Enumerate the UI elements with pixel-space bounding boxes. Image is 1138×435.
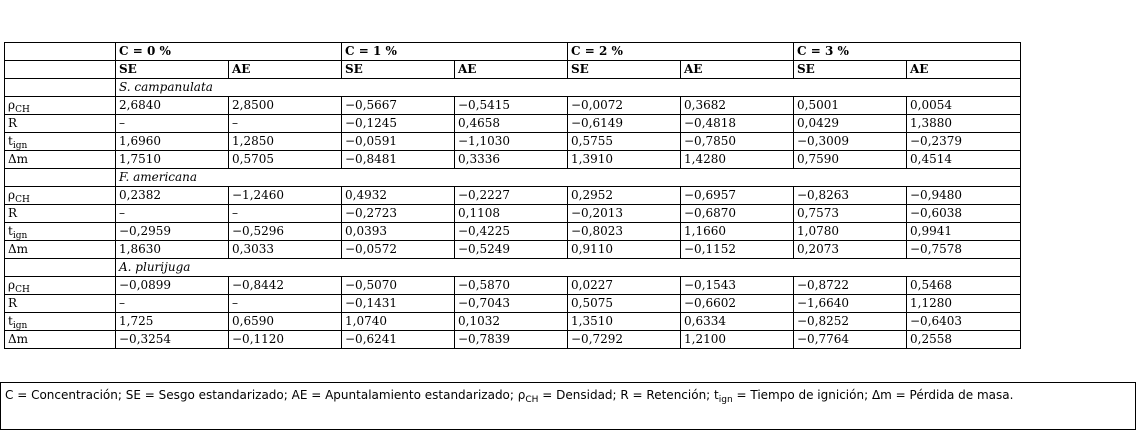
species-row — [5, 79, 1021, 97]
value-cell: 0,0429 — [794, 115, 907, 133]
value-cell: 0,0054 — [907, 97, 1021, 115]
value-cell: 0,0393 — [342, 223, 455, 241]
concentration-header-row — [5, 43, 1021, 61]
variable-label — [5, 223, 116, 241]
value-cell: −0,5667 — [342, 97, 455, 115]
value-cell: −0,4818 — [681, 115, 794, 133]
footnote-part-2: = Densidad; R = Retención; — [538, 388, 715, 402]
value-cell: −0,6957 — [681, 187, 794, 205]
table-footnote — [0, 382, 1136, 430]
value-cell: −0,2723 — [342, 205, 455, 223]
stat-header-se: SE — [794, 61, 907, 79]
variable-label — [5, 331, 116, 349]
value-cell: −0,6602 — [681, 295, 794, 313]
value-cell: 0,6590 — [229, 313, 342, 331]
value-cell: 1,2850 — [229, 133, 342, 151]
variable-subscript: ign — [12, 321, 28, 331]
value-cell: 0,2952 — [568, 187, 681, 205]
value-cell: 0,3682 — [681, 97, 794, 115]
value-cell: 0,5001 — [794, 97, 907, 115]
footnote-rho-subscript: CH — [525, 395, 539, 405]
corner-cell — [5, 61, 116, 79]
corner-cell — [5, 169, 116, 187]
table-row — [5, 187, 1021, 205]
value-cell: 0,2558 — [907, 331, 1021, 349]
value-cell: −0,8023 — [568, 223, 681, 241]
value-cell: −0,7043 — [455, 295, 568, 313]
value-cell: 0,9110 — [568, 241, 681, 259]
value-cell: 0,4658 — [455, 115, 568, 133]
table-row — [5, 97, 1021, 115]
results-table — [4, 42, 1021, 349]
value-cell: −0,5296 — [229, 223, 342, 241]
value-cell: 0,7573 — [794, 205, 907, 223]
value-cell: −0,1120 — [229, 331, 342, 349]
stat-header-ae: AE — [681, 61, 794, 79]
value-cell: −0,5415 — [455, 97, 568, 115]
variable-symbol: t — [8, 134, 13, 148]
concentration-header: C = 1 % — [342, 43, 568, 61]
value-cell: −0,7578 — [907, 241, 1021, 259]
value-cell: 1,6960 — [116, 133, 229, 151]
variable-symbol: Δm — [8, 152, 29, 166]
footnote-t-subscript: ign — [718, 395, 733, 405]
value-cell: 0,9941 — [907, 223, 1021, 241]
stat-header-row — [5, 61, 1021, 79]
value-cell: 0,6334 — [681, 313, 794, 331]
value-cell: 1,4280 — [681, 151, 794, 169]
value-cell: −0,0072 — [568, 97, 681, 115]
stat-header-ae: AE — [907, 61, 1021, 79]
variable-label — [5, 187, 116, 205]
stat-header-se: SE — [342, 61, 455, 79]
corner-cell — [5, 259, 116, 277]
value-cell: −0,1431 — [342, 295, 455, 313]
table-row — [5, 151, 1021, 169]
value-cell: −1,1030 — [455, 133, 568, 151]
variable-symbol: t — [8, 224, 13, 238]
value-cell: – — [229, 205, 342, 223]
value-cell: −0,1152 — [681, 241, 794, 259]
value-cell: 2,8500 — [229, 97, 342, 115]
value-cell: −0,3254 — [116, 331, 229, 349]
value-cell: 0,2382 — [116, 187, 229, 205]
value-cell: −0,8263 — [794, 187, 907, 205]
value-cell: −0,0591 — [342, 133, 455, 151]
variable-label — [5, 115, 116, 133]
value-cell: −0,7839 — [455, 331, 568, 349]
value-cell: 1,3510 — [568, 313, 681, 331]
value-cell: −0,9480 — [907, 187, 1021, 205]
species-row — [5, 259, 1021, 277]
species-row — [5, 169, 1021, 187]
value-cell: 0,5705 — [229, 151, 342, 169]
value-cell: 1,2100 — [681, 331, 794, 349]
table-row — [5, 115, 1021, 133]
value-cell: 0,2073 — [794, 241, 907, 259]
value-cell: −0,7850 — [681, 133, 794, 151]
variable-subscript: CH — [15, 285, 30, 295]
value-cell: −0,0572 — [342, 241, 455, 259]
variable-symbol: Δm — [8, 242, 29, 256]
value-cell: 1,0740 — [342, 313, 455, 331]
value-cell: 0,1108 — [455, 205, 568, 223]
value-cell: 1,1280 — [907, 295, 1021, 313]
value-cell: −0,8252 — [794, 313, 907, 331]
variable-label — [5, 97, 116, 115]
variable-label — [5, 277, 116, 295]
table-row — [5, 223, 1021, 241]
value-cell: −0,3009 — [794, 133, 907, 151]
value-cell: – — [116, 295, 229, 313]
value-cell: 0,4932 — [342, 187, 455, 205]
value-cell: −0,0899 — [116, 277, 229, 295]
value-cell: – — [229, 295, 342, 313]
value-cell: −1,2460 — [229, 187, 342, 205]
variable-label — [5, 313, 116, 331]
value-cell: 0,7590 — [794, 151, 907, 169]
footnote-part-1: C = Concentración; SE = Sesgo estandarizado; AE = Apuntalamiento estandarizado; — [5, 388, 518, 402]
value-cell: −0,6149 — [568, 115, 681, 133]
variable-label — [5, 133, 116, 151]
value-cell: −0,6403 — [907, 313, 1021, 331]
species-name: S. campanulata — [116, 79, 1021, 97]
variable-subscript: ign — [12, 141, 28, 151]
footnote-rho-symbol: ρ — [517, 388, 526, 402]
value-cell: −0,6038 — [907, 205, 1021, 223]
corner-cell — [5, 79, 116, 97]
value-cell: −0,2959 — [116, 223, 229, 241]
variable-label — [5, 151, 116, 169]
concentration-header: C = 3 % — [794, 43, 1021, 61]
table-row — [5, 133, 1021, 151]
variable-label — [5, 241, 116, 259]
value-cell: 2,6840 — [116, 97, 229, 115]
footnote-t-symbol: t — [714, 388, 719, 402]
species-name: F. americana — [116, 169, 1021, 187]
value-cell: – — [229, 115, 342, 133]
value-cell: 0,3033 — [229, 241, 342, 259]
value-cell: −0,5249 — [455, 241, 568, 259]
value-cell: 1,1660 — [681, 223, 794, 241]
table-row — [5, 205, 1021, 223]
stat-header-se: SE — [116, 61, 229, 79]
variable-symbol: R — [8, 116, 18, 130]
value-cell: −0,5870 — [455, 277, 568, 295]
corner-cell — [5, 43, 116, 61]
variable-symbol: t — [8, 314, 13, 328]
value-cell: −0,7292 — [568, 331, 681, 349]
value-cell: 0,4514 — [907, 151, 1021, 169]
value-cell: −0,5070 — [342, 277, 455, 295]
concentration-header: C = 2 % — [568, 43, 794, 61]
value-cell: −0,7764 — [794, 331, 907, 349]
value-cell: −0,8481 — [342, 151, 455, 169]
value-cell: 0,5755 — [568, 133, 681, 151]
variable-symbol: ρ — [8, 98, 16, 112]
value-cell: −1,6640 — [794, 295, 907, 313]
variable-subscript: CH — [15, 105, 30, 115]
value-cell: −0,1245 — [342, 115, 455, 133]
value-cell: 1,725 — [116, 313, 229, 331]
value-cell: 0,5468 — [907, 277, 1021, 295]
value-cell: – — [116, 115, 229, 133]
value-cell: 0,0227 — [568, 277, 681, 295]
value-cell: −0,2227 — [455, 187, 568, 205]
variable-subscript: ign — [12, 231, 28, 241]
table-row — [5, 277, 1021, 295]
variable-symbol: R — [8, 296, 18, 310]
value-cell: 0,1032 — [455, 313, 568, 331]
value-cell: 1,7510 — [116, 151, 229, 169]
table-row — [5, 313, 1021, 331]
table-row — [5, 331, 1021, 349]
variable-label — [5, 295, 116, 313]
value-cell: 1,3910 — [568, 151, 681, 169]
variable-symbol: ρ — [8, 188, 16, 202]
value-cell: 1,3880 — [907, 115, 1021, 133]
value-cell: 0,3336 — [455, 151, 568, 169]
value-cell: −0,8722 — [794, 277, 907, 295]
variable-symbol: R — [8, 206, 18, 220]
value-cell: 1,0780 — [794, 223, 907, 241]
value-cell: 0,5075 — [568, 295, 681, 313]
value-cell: −0,8442 — [229, 277, 342, 295]
table-row — [5, 241, 1021, 259]
value-cell: −0,1543 — [681, 277, 794, 295]
table-body — [5, 43, 1021, 349]
variable-subscript: CH — [15, 195, 30, 205]
value-cell: −0,6241 — [342, 331, 455, 349]
value-cell: −0,6870 — [681, 205, 794, 223]
value-cell: −0,2379 — [907, 133, 1021, 151]
stat-header-ae: AE — [455, 61, 568, 79]
variable-symbol: Δm — [8, 332, 29, 346]
value-cell: −0,2013 — [568, 205, 681, 223]
concentration-header: C = 0 % — [116, 43, 342, 61]
value-cell: – — [116, 205, 229, 223]
variable-symbol: ρ — [8, 278, 16, 292]
footnote-part-3: = Tiempo de ignición; Δm = Pérdida de masa. — [732, 388, 1014, 402]
table-row — [5, 295, 1021, 313]
stat-header-ae: AE — [229, 61, 342, 79]
stat-header-se: SE — [568, 61, 681, 79]
value-cell: 1,8630 — [116, 241, 229, 259]
species-name: A. plurijuga — [116, 259, 1021, 277]
value-cell: −0,4225 — [455, 223, 568, 241]
variable-label — [5, 205, 116, 223]
